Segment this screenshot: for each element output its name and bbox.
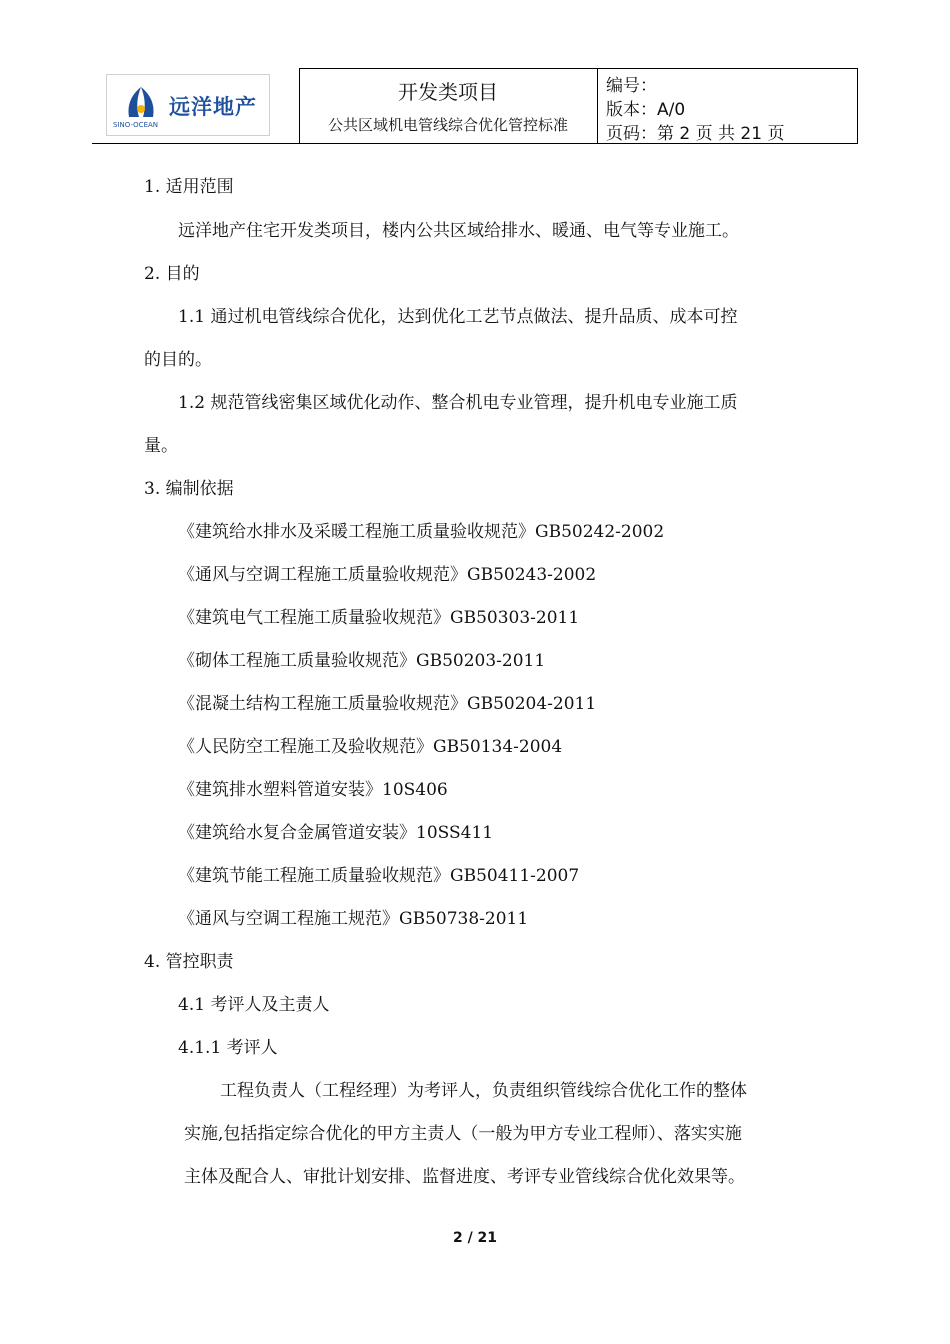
logo-mark-icon <box>123 85 159 119</box>
doc-code: 编号： <box>606 76 657 96</box>
paragraph-purpose-1-2: 1.2 规范管线密集区域优化动作、整合机电专业管理，提升机电专业施工质 <box>178 393 738 413</box>
section-heading-purpose: 2. 目的 <box>144 264 200 284</box>
section-heading-scope: 1. 适用范围 <box>144 177 234 197</box>
doc-page-info: 页码：第 2 页 共 21 页 <box>606 124 785 144</box>
paragraph-evaluator-1: 工程负责人（工程经理）为考评人，负责组织管线综合优化工作的整体 <box>220 1081 747 1101</box>
reference-item: 《人民防空工程施工及验收规范》GB50134-2004 <box>178 737 563 757</box>
section-heading-responsibility: 4. 管控职责 <box>144 952 234 972</box>
header-top-rule <box>299 68 858 69</box>
doc-version: 版本：A/0 <box>606 100 686 120</box>
reference-item: 《建筑给水排水及采暖工程施工质量验收规范》GB50242-2002 <box>178 522 665 542</box>
reference-item: 《通风与空调工程施工质量验收规范》GB50243-2002 <box>178 565 597 585</box>
paragraph-purpose-1-1: 1.1 通过机电管线综合优化，达到优化工艺节点做法、提升品质、成本可控 <box>178 307 738 327</box>
paragraph-purpose-1-1-cont: 的目的。 <box>144 350 212 370</box>
paragraph-purpose-1-2-cont: 量。 <box>144 436 178 456</box>
doc-title: 开发类项目 <box>398 80 498 104</box>
logo-text-cn: 远洋地产 <box>169 95 257 119</box>
reference-item: 《砌体工程施工质量验收规范》GB50203-2011 <box>178 651 546 671</box>
subsection-heading-4-1: 4.1 考评人及主责人 <box>178 995 330 1015</box>
reference-item: 《建筑给水复合金属管道安装》10SS411 <box>178 823 494 843</box>
paragraph-scope: 远洋地产住宅开发类项目，楼内公共区域给排水、暖通、电气等专业施工。 <box>178 221 739 241</box>
reference-item: 《建筑电气工程施工质量验收规范》GB50303-2011 <box>178 608 580 628</box>
header-border-right <box>857 68 858 144</box>
section-heading-basis: 3. 编制依据 <box>144 479 234 499</box>
reference-item: 《通风与空调工程施工规范》GB50738-2011 <box>178 909 529 929</box>
header-divider-right <box>597 68 598 144</box>
reference-item: 《混凝土结构工程施工质量验收规范》GB50204-2011 <box>178 694 597 714</box>
page-number: 2 / 21 <box>452 1230 498 1246</box>
reference-item: 《建筑节能工程施工质量验收规范》GB50411-2007 <box>178 866 580 886</box>
reference-item: 《建筑排水塑料管道安装》10S406 <box>178 780 448 800</box>
paragraph-evaluator-2: 实施,包括指定综合优化的甲方主责人（一般为甲方专业工程师）、落实实施 <box>184 1124 742 1144</box>
company-logo <box>106 74 270 136</box>
subsection-heading-4-1-1: 4.1.1 考评人 <box>178 1038 278 1058</box>
doc-subtitle: 公共区域机电管线综合优化管控标准 <box>327 116 568 134</box>
paragraph-evaluator-3: 主体及配合人、审批计划安排、监督进度、考评专业管线综合优化效果等。 <box>184 1167 745 1187</box>
logo-text-en: SINO-OCEAN <box>113 121 159 129</box>
